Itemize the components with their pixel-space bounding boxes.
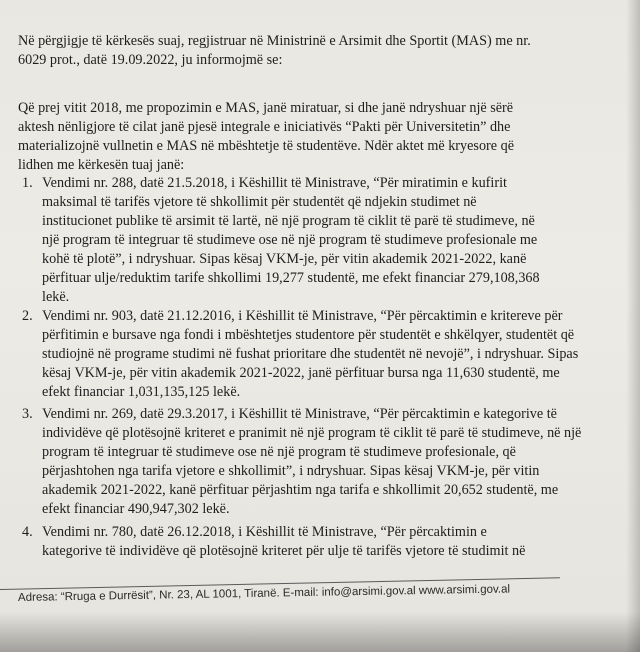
list-item-line: kohë të plotë”, i ndryshuar. Sipas kësaj VKM-je, për vitin akademik 2021-2022, kanë — [42, 251, 527, 267]
list-item-number: 3. — [22, 406, 33, 422]
intro-line-2: 6029 prot., datë 19.09.2022, ju informojmë se: — [18, 52, 283, 68]
list-item-number: 2. — [22, 308, 33, 324]
list-item-line: efekt financiar 1,031,135,125 lekë. — [42, 384, 241, 400]
intro-line-1: Në përgjigje të kërkesës suaj, regjistruar në Ministrinë e Arsimit dhe Sportit (MAS) me nr. — [18, 33, 531, 49]
paragraph-line: materializojnë vullnetin e MAS në mbështetje të studentëve. Ndër aktet më kryesore që — [18, 138, 515, 154]
list-item-line: akademik 2021-2022, kanë përfituar përjashtim nga tarifa e shkollimit 20,652 studentë, me — [42, 482, 559, 498]
paragraph-line: lidhen me kërkesën tuaj janë: — [18, 157, 185, 173]
list-item-line: përjashtohen nga tarifa vjetore e shkollimit”, i ndryshuar. Sipas kësaj VKM-je, për vitin — [42, 463, 540, 479]
list-item-line: Vendimi nr. 269, datë 29.3.2017, i Këshillit të Ministrave, “Për përcaktimin e kategorive të — [42, 406, 557, 422]
list-item-line: lekë. — [42, 289, 70, 305]
list-item-line: Vendimi nr. 288, datë 21.5.2018, i Këshillit të Ministrave, “Për miratimin e kufirit — [42, 175, 507, 191]
paragraph-line: aktesh nënligjore të cilat janë pjesë integrale e iniciativës “Pakti për Universitetin” dhe — [18, 119, 511, 135]
list-item-line: institucionet publike të arsimit të lartë, në një program të ciklit të parë të studimeve, në — [42, 213, 535, 229]
list-item-line: efekt financiar 490,947,302 lekë. — [42, 501, 230, 517]
photo-edge-shadow — [626, 0, 640, 652]
bleed-through-text — [40, 0, 540, 10]
list-item-number: 4. — [22, 524, 33, 540]
list-item-line: kategorive të individëve që plotësojnë kriteret për ulje të tarifës vjetore të studimit në — [42, 543, 526, 559]
list-item-line: studiojnë në programe studimi në fushat prioritare dhe studentët në nevojë”, i ndryshuar. Sipas — [42, 346, 579, 362]
list-item-line: Vendimi nr. 903, datë 21.12.2016, i Këshillit të Ministrave, “Për përcaktimin e kritereve për — [42, 308, 563, 324]
photo-edge-shadow — [0, 612, 640, 652]
list-item-line: përfituar ulje/reduktim tarife shkollimi 19,277 studentë, me efekt financiar 279,108,368 — [42, 270, 540, 286]
paragraph-line: Që prej vitit 2018, me propozimin e MAS, janë miratuar, si dhe janë ndryshuar një sërë — [18, 100, 514, 116]
list-item-line: Vendimi nr. 780, datë 26.12.2018, i Këshillit të Ministrave, “Për përcaktimin e — [42, 524, 487, 540]
list-item-line: individëve që plotësojnë kriteret e pranimit në një program të ciklit të parë të studimeve, në një — [42, 425, 582, 441]
footer-address: Adresa: “Rruga e Durrësit”, Nr. 23, AL 1001, Tiranë. E-mail: info@arsimi.gov.al www.arsimi.gov.al — [17, 583, 511, 604]
list-item-number: 1. — [22, 175, 33, 191]
list-item-line: kësaj VKM-je, për vitin akademik 2021-2022, janë përfituar bursa nga 11,630 studentë, me — [42, 365, 560, 381]
list-item-line: maksimal të tarifës vjetore të shkollimit për studentët që ndjekin studimet në — [42, 194, 477, 210]
list-item-line: program të integruar të studimeve ose në një program të studimeve profesionale, që — [42, 444, 516, 460]
list-item-line: përfitimin e bursave nga fondi i mbështetjes studentore për studentët e shkëlqyer, studentët që — [42, 327, 575, 343]
list-item-line: një program të integruar të studimeve ose në një program të studimeve profesionale me — [42, 232, 538, 248]
